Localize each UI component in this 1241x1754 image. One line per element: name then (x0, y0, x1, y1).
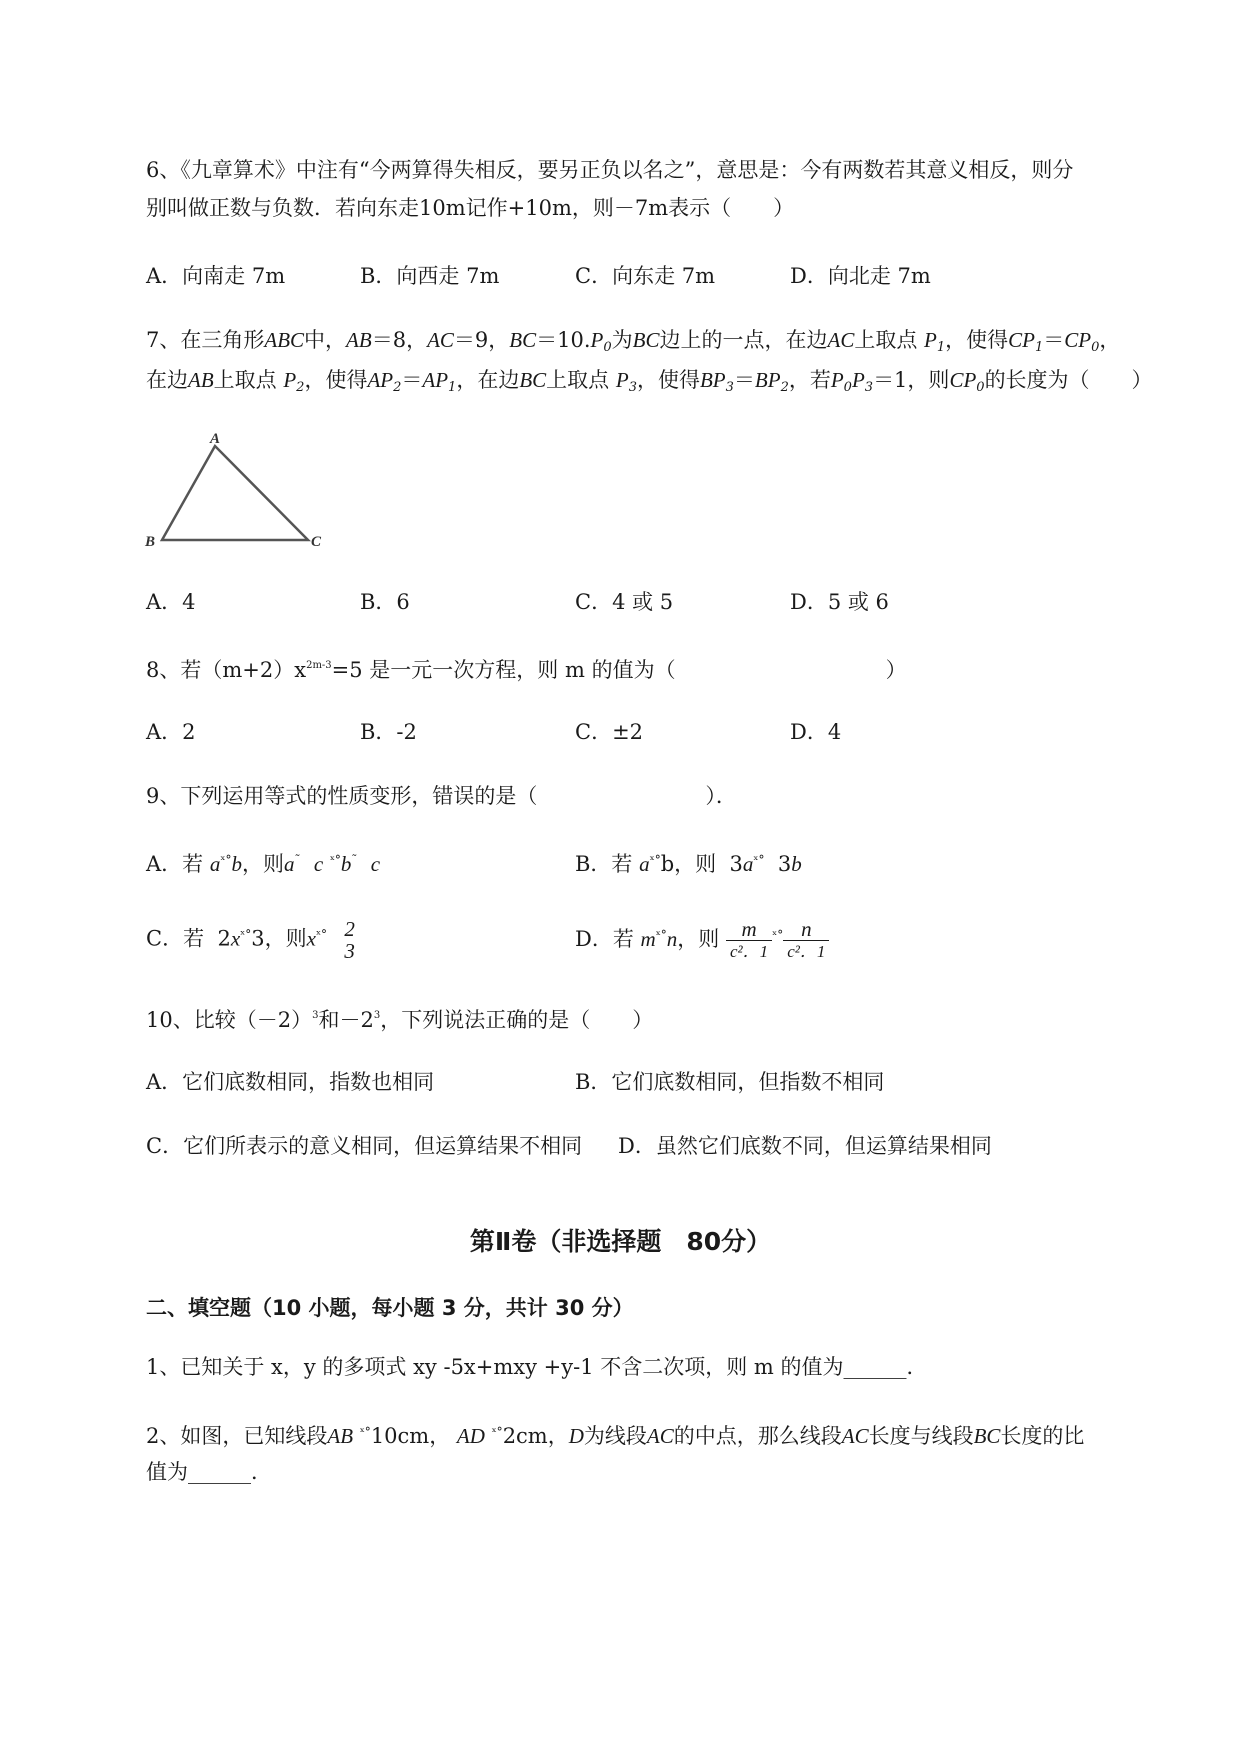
q7-option-b: B．6 (360, 590, 410, 614)
vertex-label-c: C (311, 534, 322, 550)
vertex-label-b: B (145, 534, 156, 550)
q9-option-a: A．若 $a^{ˣ^\circ}b$，则a˜ c $^{ˣ^\circ}$b˜ c (146, 852, 381, 876)
fill-q1: 1、已知关于 x，y 的多项式 xy -5x+mxy +y-1 不含二次项，则 m 的值为______． (146, 1355, 928, 1379)
q7-option-c: C．4 或 5 (575, 590, 674, 614)
q6-option-d: D．向北走 7m (790, 264, 931, 288)
q6-line2: 别叫做正数与负数．若向东走10m记作+10m，则－7m表示（ ） (146, 196, 795, 220)
q9-option-d: D．若 $m^{ˣ^\circ}n$，则 $\frac{m}{\text{c²．1}}$ $^{ˣ^\circ}$ $\frac{n}{\text{c²．1}}$ (575, 918, 829, 963)
q9-d-fraction-left: $\frac{m}{\text{c²．1}}$ (726, 918, 772, 963)
fill-q2-line1: 2、如图，已知线段AB $^{ˣ^\circ}$10cm， AD $^{ˣ^\circ}$2cm，D为线段AC的中点，那么线段AC长度与线段BC长度的比 (146, 1424, 1085, 1448)
q10-option-a: A．它们底数相同，指数也相同 (146, 1070, 435, 1094)
q6-option-a: A．向南走 7m (146, 264, 286, 288)
q7-line1: 7、在三角形ABC中，AB＝8，AC＝9，$BC=10.P_0$为BC边上的一点，在边AC上取点 $P_1$，使得$CP_1=CP_0$， (146, 328, 1121, 355)
q8-option-d: D．4 (790, 720, 842, 744)
q7-option-a: A．4 (146, 590, 196, 614)
q7-line2: 在边AB上取点 $P_2$，使得$AP_2=AP_1$，在边BC上取点 $P_3$，使得$BP_3=BP_2$，若$P_0P_3=1$，则$CP_0$的长度为（ ） (146, 368, 1153, 395)
q7-option-d: D．5 或 6 (790, 590, 889, 614)
q9-option-b: B．若 $a^{ˣ^\circ}b$，则 $3a^{ˣ^\circ}$ 3b (575, 852, 802, 876)
q10-stem: 10、比较$(-2)^3$和$-2^3$，下列说法正确的是（ ） (146, 1008, 654, 1032)
part2-heading: 第Ⅱ卷（非选择题 80分） (469, 1227, 772, 1256)
q8-option-c: C．±2 (575, 720, 644, 744)
q10-option-b: B．它们底数相同，但指数不相同 (575, 1070, 885, 1094)
q10-option-c: C．它们所表示的意义相同，但运算结果不相同 (146, 1134, 583, 1158)
triangle-abc (162, 446, 308, 540)
q8-option-a: A．2 (146, 720, 196, 744)
q9-d-fraction-right: $\frac{n}{\text{c²．1}}$ (783, 918, 829, 963)
vertex-label-a: A (210, 431, 221, 447)
q8-option-b: B．-2 (360, 720, 417, 744)
q9-stem: 9、下列运用等式的性质变形，错误的是（ ）． (146, 784, 737, 808)
q6-line1: 6、《九章算术》中注有“今两算得失相反，要另正负以名之”，意思是：今有两数若其意义相反，则分 (146, 158, 1074, 182)
section-fill-in-blank: 二、填空题（10 小题，每小题 3 分，共计 30 分） (146, 1296, 634, 1320)
triangle-figure (140, 428, 340, 558)
q9-c-fraction: 2 3 (344, 917, 355, 963)
q9-option-c: C．若 $2x^{ˣ^\circ}3$，则$x^{ˣ^\circ}$ 2 3 (146, 918, 359, 962)
q8-stem: 8、若$(m+2)x^{2m-3}=5$ 是一元一次方程，则 m 的值为（ ） (146, 658, 907, 682)
q6-option-b: B．向西走 7m (360, 264, 500, 288)
fill-q2-line2: 值为______． (146, 1460, 272, 1484)
q10-option-d: D．虽然它们底数不同，但运算结果相同 (618, 1134, 992, 1158)
q6-option-c: C．向东走 7m (575, 264, 716, 288)
